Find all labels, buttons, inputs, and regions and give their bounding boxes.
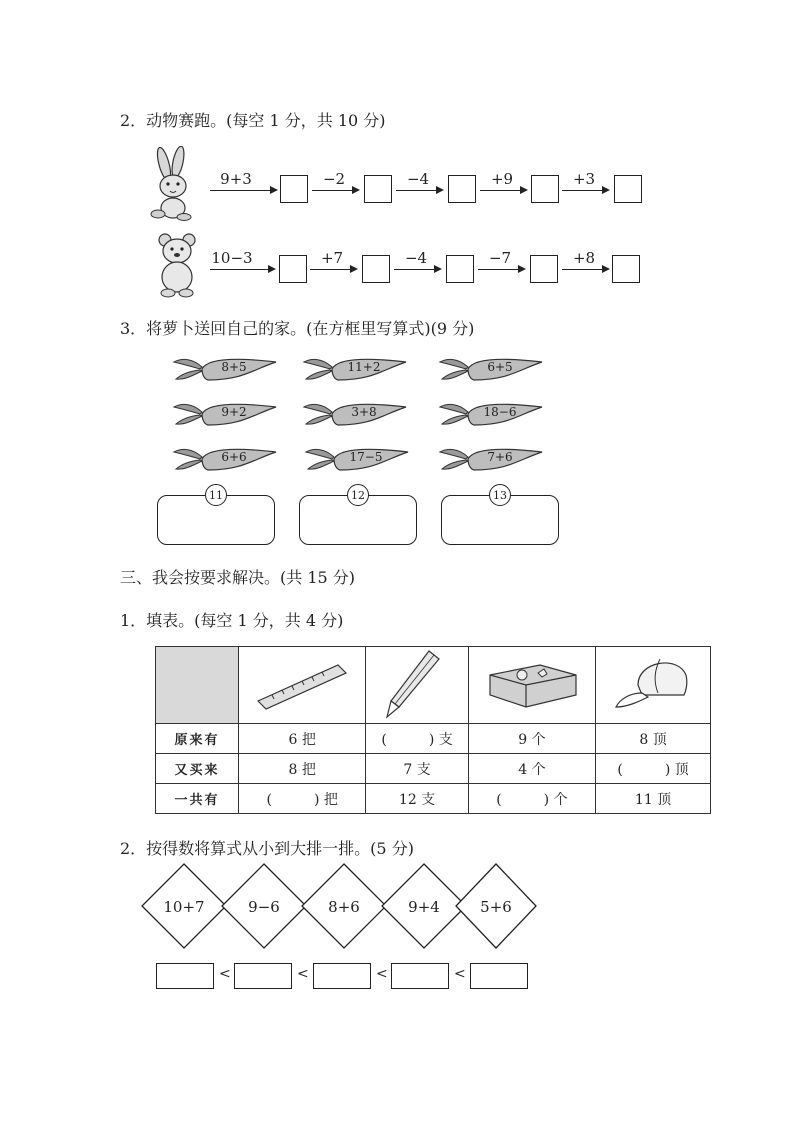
carrot-heading: 3．将萝卜送回自己的家。(在方框里写算式)(9 分) xyxy=(120,319,475,338)
carrot-expression: 7+6 xyxy=(487,450,513,464)
race1-answer-box-4[interactable] xyxy=(531,175,559,203)
race1-arrow-4 xyxy=(480,190,526,191)
race1-arrow-5 xyxy=(562,190,608,191)
table-cell: 11 顶 xyxy=(596,784,711,814)
race2-start-label: 10−3 xyxy=(211,249,253,267)
race1-start-label: 9+3 xyxy=(220,170,252,188)
table-cell: 8 顶 xyxy=(596,724,711,754)
house-box-12[interactable] xyxy=(299,489,417,545)
expression-1: 10+7 xyxy=(163,898,205,916)
expression-4: 9+4 xyxy=(408,898,440,916)
carrot-card[interactable] xyxy=(172,442,284,476)
race2-arrow-4 xyxy=(478,269,524,270)
carrot-expression: 17−5 xyxy=(349,450,383,464)
carrot-expression: 8+5 xyxy=(221,360,247,374)
rabbit-icon xyxy=(148,146,198,222)
less-than-sign: < xyxy=(376,966,388,982)
pencil-icon xyxy=(377,647,457,719)
race2-arrow-5 xyxy=(562,269,608,270)
ruler-icon xyxy=(252,653,352,713)
carrot-card[interactable] xyxy=(172,352,284,386)
cap-icon xyxy=(608,651,698,715)
less-than-sign: < xyxy=(219,966,231,982)
fill-table-heading: 1．填表。(每空 1 分，共 4 分) xyxy=(120,611,344,630)
race2-arrow-3 xyxy=(394,269,440,270)
carrot-card[interactable] xyxy=(302,352,414,386)
race1-op-3: +9 xyxy=(490,170,514,188)
carrot-card[interactable] xyxy=(438,352,550,386)
carrot-expression: 9+2 xyxy=(221,405,247,419)
race2-op-1: +7 xyxy=(320,249,344,267)
table-cell-blank[interactable]: ( ) 顶 xyxy=(596,754,711,784)
race2-answer-box-1[interactable] xyxy=(279,255,307,283)
table-cell-blank[interactable]: ( ) 把 xyxy=(239,784,366,814)
order-box-5[interactable] xyxy=(470,963,528,989)
pencil-box-icon xyxy=(482,653,582,713)
table-cell-blank[interactable]: ( ) 个 xyxy=(468,784,595,814)
race2-answer-box-5[interactable] xyxy=(612,255,640,283)
table-cell: 8 把 xyxy=(239,754,366,784)
table-cell: 12 支 xyxy=(366,784,468,814)
carrot-expression: 6+6 xyxy=(221,450,247,464)
carrot-card[interactable] xyxy=(438,397,550,431)
order-box-1[interactable] xyxy=(156,963,214,989)
cap-cell xyxy=(596,647,711,724)
less-than-sign: < xyxy=(454,966,466,982)
race1-arrow-2 xyxy=(312,190,358,191)
carrot-card[interactable] xyxy=(304,442,416,476)
house-box-13[interactable] xyxy=(441,489,559,545)
race2-answer-box-4[interactable] xyxy=(530,255,558,283)
order-box-2[interactable] xyxy=(234,963,292,989)
table-cell: 9 个 xyxy=(468,724,595,754)
carrot-card[interactable] xyxy=(438,442,550,476)
race2-op-2: −4 xyxy=(404,249,428,267)
less-than-sign: < xyxy=(297,966,309,982)
carrot-expression: 3+8 xyxy=(351,405,377,419)
table-cell: 7 支 xyxy=(366,754,468,784)
race1-arrow-1 xyxy=(210,190,276,191)
race1-answer-box-2[interactable] xyxy=(364,175,392,203)
expression-5: 5+6 xyxy=(480,898,512,916)
race2-arrow-1 xyxy=(210,269,274,270)
pencil-box-cell xyxy=(468,647,595,724)
race1-op-4: +3 xyxy=(572,170,596,188)
house-number: 13 xyxy=(489,484,511,506)
race2-answer-box-3[interactable] xyxy=(446,255,474,283)
part3-heading: 三、我会按要求解决。(共 15 分) xyxy=(120,568,356,587)
order-box-3[interactable] xyxy=(313,963,371,989)
house-box-11[interactable] xyxy=(157,489,275,545)
table-cell: 4 个 xyxy=(468,754,595,784)
row-label-original: 原来有 xyxy=(156,724,239,754)
house-number: 11 xyxy=(205,484,227,506)
race1-answer-box-3[interactable] xyxy=(448,175,476,203)
bear-icon xyxy=(156,232,198,298)
race2-op-3: −7 xyxy=(488,249,512,267)
row-label-bought: 又买来 xyxy=(156,754,239,784)
race1-op-1: −2 xyxy=(322,170,346,188)
race1-arrow-3 xyxy=(396,190,442,191)
pencil-cell xyxy=(366,647,468,724)
race2-answer-box-2[interactable] xyxy=(362,255,390,283)
carrot-expression: 11+2 xyxy=(347,360,381,374)
race-heading: 2．动物赛跑。(每空 1 分，共 10 分) xyxy=(120,111,386,130)
ruler-cell xyxy=(239,647,366,724)
expression-3: 8+6 xyxy=(328,898,360,916)
row-label-total: 一共有 xyxy=(156,784,239,814)
race1-answer-box-5[interactable] xyxy=(614,175,642,203)
table-cell: 6 把 xyxy=(239,724,366,754)
race2-arrow-2 xyxy=(310,269,356,270)
carrot-card[interactable] xyxy=(302,397,414,431)
fill-table xyxy=(155,646,711,814)
order-heading: 2．按得数将算式从小到大排一排。(5 分) xyxy=(120,839,414,858)
table-corner xyxy=(156,647,239,724)
table-cell-blank[interactable]: ( ) 支 xyxy=(366,724,468,754)
carrot-expression: 18−6 xyxy=(483,405,517,419)
expression-2: 9−6 xyxy=(248,898,280,916)
race2-op-4: +8 xyxy=(572,249,596,267)
carrot-card[interactable] xyxy=(172,397,284,431)
carrot-expression: 6+5 xyxy=(487,360,513,374)
house-number: 12 xyxy=(347,484,369,506)
order-box-4[interactable] xyxy=(391,963,449,989)
race1-op-2: −4 xyxy=(406,170,430,188)
race1-answer-box-1[interactable] xyxy=(280,175,308,203)
